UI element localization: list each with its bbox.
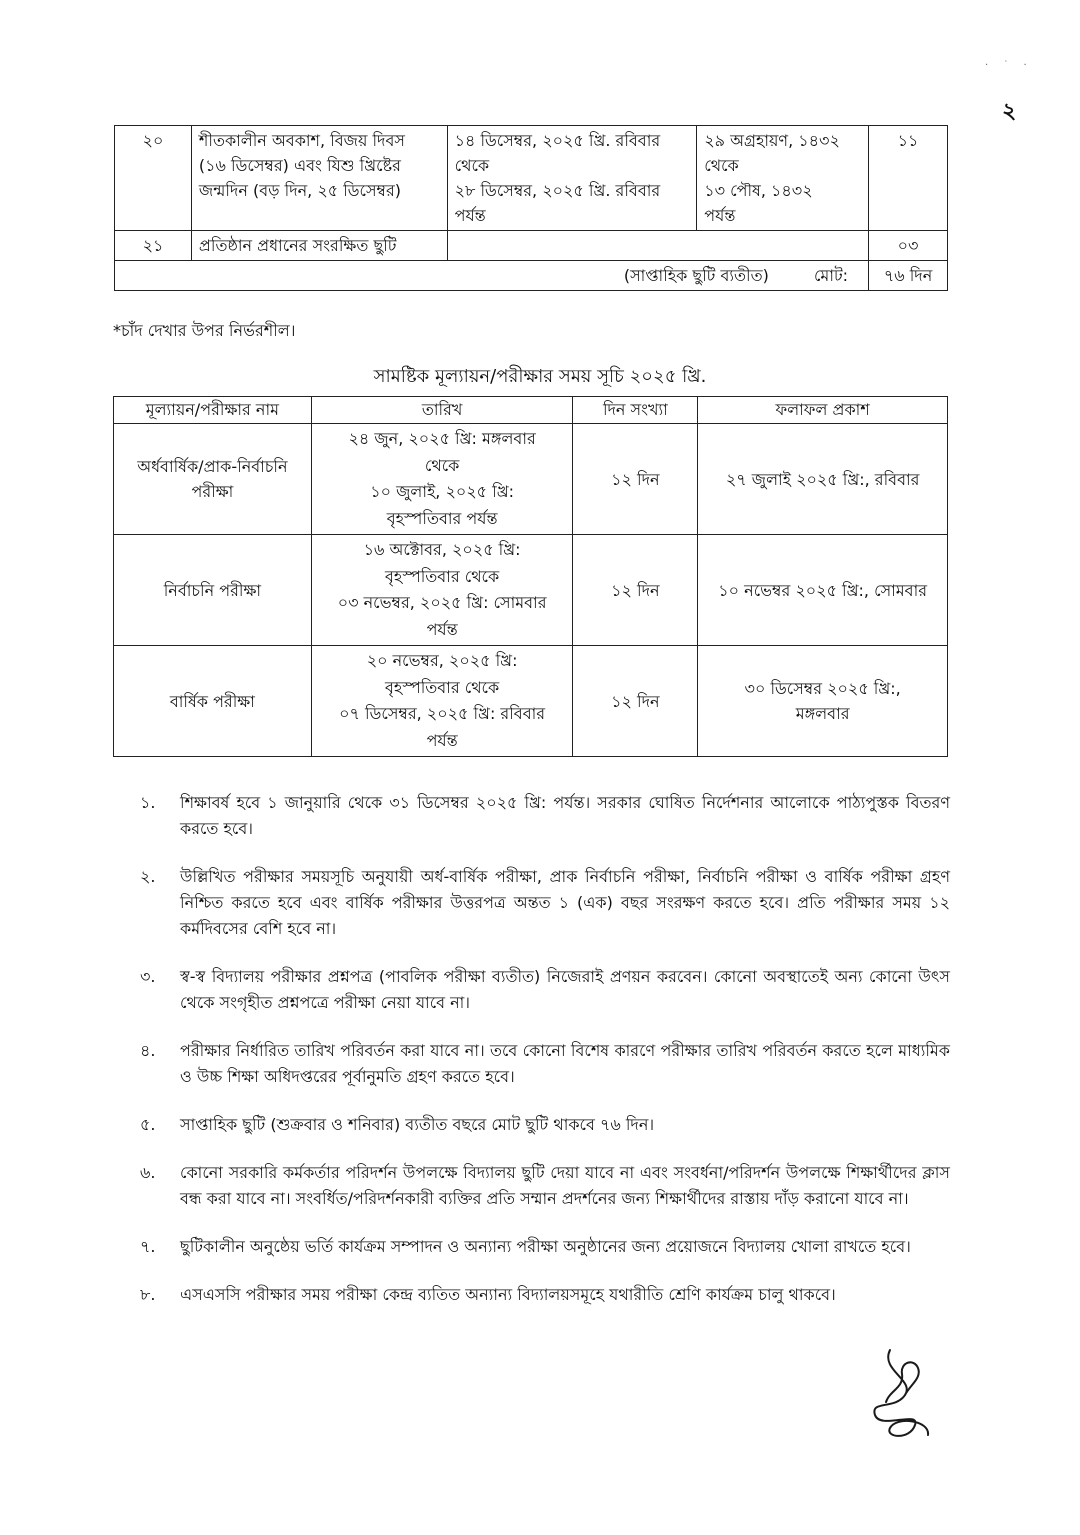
exam-date-cell — [311, 646, 573, 757]
column-header: তারিখ — [311, 397, 573, 424]
item-text: ছুটিকালীন অনুষ্ঠেয় ভর্তি কার্যক্রম সম্পাদন ও অন্যান্য পরীক্ষা অনুষ্ঠানের জন্য প্রয়োজনে বিদ্যালয় খোলা রাখতে হবে। — [180, 1237, 911, 1256]
text-line: ১৩ পৌষ, ১৪৩২ — [704, 181, 813, 200]
text-line: (১৬ ডিসেম্বর) এবং যিশু খ্রিষ্টের — [198, 156, 401, 175]
text-line: থেকে — [704, 156, 739, 175]
text-line: ২৪ জুন, ২০২৫ খ্রি: মঙ্গলবার — [348, 429, 536, 448]
text-line: থেকে — [454, 156, 490, 175]
bangla-date-cell — [697, 126, 869, 231]
list-item — [140, 1160, 950, 1212]
text-line: শীতকালীন অবকাশ, বিজয় দিবস — [198, 131, 405, 150]
exam-days-cell: ১২ দিন — [573, 646, 698, 757]
text-line: ২৭ জুলাই ২০২৫ খ্রি:, রবিবার — [725, 469, 920, 489]
exam-name-cell — [114, 424, 312, 535]
empty-date-cell — [447, 231, 868, 261]
text-line: ২৮ ডিসেম্বর, ২০২৫ খ্রি. রবিবার — [454, 181, 661, 200]
column-header: মূল্যায়ন/পরীক্ষার নাম — [114, 397, 312, 424]
text-line: বৃহস্পতিবার থেকে — [385, 566, 500, 586]
table-row — [115, 126, 948, 231]
item-number: ১. — [140, 793, 156, 812]
exam-date-cell — [311, 424, 573, 535]
total-row — [115, 261, 948, 291]
exam-result-cell — [698, 424, 948, 535]
list-item — [140, 864, 950, 942]
text-line: ১৬ অক্টোবর, ২০২৫ খ্রি: — [363, 540, 521, 559]
text-line: অর্ধবার্ষিক/প্রাক-নির্বাচনি — [137, 457, 288, 476]
serial-cell: ২০ — [115, 126, 192, 231]
text-line: নির্বাচনি পরীক্ষা — [163, 580, 262, 600]
item-number: ৪. — [140, 1041, 156, 1060]
item-text: শিক্ষাবর্ষ হবে ১ জানুয়ারি থেকে ৩১ ডিসেম্বর ২০২৫ খ্রি: পর্যন্ত। সরকার ঘোষিত নির্দেশনার আলোকে পাঠ্যপুস্তক বিতরণ করতে হবে। — [180, 793, 950, 838]
days-cell: ০৩ — [869, 231, 948, 261]
exam-days-cell: ১২ দিন — [573, 424, 698, 535]
text-line: বার্ষিক পরীক্ষা — [169, 691, 255, 711]
text-line: ০৩ নভেম্বর, ২০২৫ খ্রি: সোমবার — [337, 593, 547, 612]
days-cell: ১১ — [869, 126, 948, 231]
text-line: ১৪ ডিসেম্বর, ২০২৫ খ্রি. রবিবার — [454, 131, 661, 150]
table-row — [115, 231, 948, 261]
total-note: (সাপ্তাহিক ছুটি ব্যতীত) — [623, 266, 769, 285]
item-text: কোনো সরকারি কর্মকর্তার পরিদর্শন উপলক্ষে বিদ্যালয় ছুটি দেয়া যাবে না এবং সংবর্ধনা/পরিদর্শন উপলক্ষে শিক্ষার্থীদের ক্লাস বন্ধ করা যাবে না। সংবর্ধিত/পরিদর্শনকারী ব্যক্তির প্রতি সম্মান প্রদর্শনের জন্য শিক্ষার্থীদের রাস্তায় দাঁড় করানো যাবে না। — [180, 1163, 950, 1208]
table-header-row — [114, 397, 948, 424]
text-line: পর্যন্ত — [426, 619, 458, 639]
exam-result-cell — [698, 535, 948, 646]
english-date-cell — [447, 126, 697, 231]
list-item — [140, 1112, 950, 1138]
item-text: পরীক্ষার নির্ধারিত তারিখ পরিবর্তন করা যাবে না। তবে কোনো বিশেষ কারণে পরীক্ষার তারিখ পরিবর্তন করতে হলে মাধ্যমিক ও উচ্চ শিক্ষা অধিদপ্তরের পূর্বানুমতি গ্রহণ করতে হবে। — [180, 1041, 950, 1086]
text-line: ২০ নভেম্বর, ২০২৫ খ্রি: — [366, 651, 518, 670]
column-header: দিন সংখ্যা — [573, 397, 698, 424]
item-text: উল্লিখিত পরীক্ষার সময়সূচি অনুযায়ী অর্ধ-বার্ষিক পরীক্ষা, প্রাক নির্বাচনি পরীক্ষা, নির্বাচনি পরীক্ষা ও বার্ষিক পরীক্ষা গ্রহণ নিশ্চিত করতে হবে এবং বার্ষিক পরীক্ষার উত্তরপত্র অন্তত ১ (এক) বছর সংরক্ষণ করতে হবে। প্রতি পরীক্ষার সময় ১২ কর্মদিবসের বেশি হবে না। — [180, 867, 950, 938]
item-text: সাপ্তাহিক ছুটি (শুক্রবার ও শনিবার) ব্যতীত বছরে মোট ছুটি থাকবে ৭৬ দিন। — [180, 1115, 655, 1134]
text-line: পরীক্ষা — [191, 482, 234, 501]
text-line: পর্যন্ত — [426, 730, 458, 750]
text-line: ২৯ অগ্রহায়ণ, ১৪৩২ — [704, 131, 840, 150]
table-row — [114, 646, 948, 757]
item-number: ২. — [140, 867, 156, 886]
text-line: থেকে — [424, 455, 460, 475]
exam-days-cell: ১২ দিন — [573, 535, 698, 646]
exam-date-cell — [311, 535, 573, 646]
item-number: ৭. — [140, 1237, 156, 1256]
instruction-list — [140, 790, 950, 1330]
item-number: ৫. — [140, 1115, 156, 1134]
item-text: স্ব-স্ব বিদ্যালয় পরীক্ষার প্রশ্নপত্র (পাবলিক পরীক্ষা ব্যতীত) নিজেরাই প্রণয়ন করবেন। কোনো অবস্থাতেই অন্য কোনো উৎস থেকে সংগৃহীত প্রশ্নপত্রে পরীক্ষা নেয়া যাবে না। — [180, 967, 950, 1012]
text-line: মঙ্গলবার — [795, 704, 850, 723]
exam-name-cell — [114, 646, 312, 757]
holiday-name-cell — [191, 126, 447, 231]
total-value: ৭৬ দিন — [869, 261, 948, 291]
text-line: জন্মদিন (বড় দিন, ২৫ ডিসেম্বর) — [198, 181, 402, 200]
serial-cell: ২১ — [115, 231, 192, 261]
item-number: ৩. — [140, 967, 156, 986]
total-label-cell — [115, 261, 869, 291]
exam-schedule-table — [113, 396, 948, 757]
holiday-table — [114, 125, 948, 291]
item-number: ৬. — [140, 1163, 156, 1182]
text-line: বৃহস্পতিবার পর্যন্ত — [386, 508, 498, 528]
scan-marks: · ˙ · — [985, 60, 1033, 71]
text-line: বৃহস্পতিবার থেকে — [385, 677, 500, 697]
table-row — [114, 424, 948, 535]
list-item — [140, 964, 950, 1016]
list-item — [140, 1282, 950, 1308]
text-line: ০৭ ডিসেম্বর, ২০২৫ খ্রি: রবিবার — [339, 704, 546, 723]
table-row — [114, 535, 948, 646]
list-item — [140, 1038, 950, 1090]
exam-schedule-title: সামষ্টিক মূল্যায়ন/পরীক্ষার সময় সূচি ২০২৫ খ্রি. — [373, 366, 707, 387]
list-item — [140, 790, 950, 842]
list-item — [140, 1234, 950, 1260]
holiday-name-cell: প্রতিষ্ঠান প্রধানের সংরক্ষিত ছুটি — [191, 231, 447, 261]
exam-result-cell — [698, 646, 948, 757]
handwritten-signature — [860, 1340, 940, 1450]
text-line: ১০ জুলাই, ২০২৫ খ্রি: — [370, 482, 515, 501]
text-line: ১০ নভেম্বর ২০২৫ খ্রি:, সোমবার — [718, 580, 928, 600]
item-number: ৮. — [140, 1285, 156, 1304]
exam-name-cell — [114, 535, 312, 646]
text-line: পর্যন্ত — [704, 206, 736, 225]
text-line: ৩০ ডিসেম্বর ২০২৫ খ্রি:, — [744, 679, 901, 698]
total-label: মোট: — [813, 266, 849, 285]
footnote: *চাঁদ দেখার উপর নির্ভরশীল। — [113, 321, 296, 340]
page-number: ২ — [1002, 99, 1017, 124]
column-header: ফলাফল প্রকাশ — [698, 397, 948, 424]
text-line: পর্যন্ত — [454, 206, 486, 225]
item-text: এসএসসি পরীক্ষার সময় পরীক্ষা কেন্দ্র ব্যতিত অন্যান্য বিদ্যালয়সমূহে যথারীতি শ্রেণি কার্যক্রম চালু থাকবে। — [180, 1285, 836, 1304]
